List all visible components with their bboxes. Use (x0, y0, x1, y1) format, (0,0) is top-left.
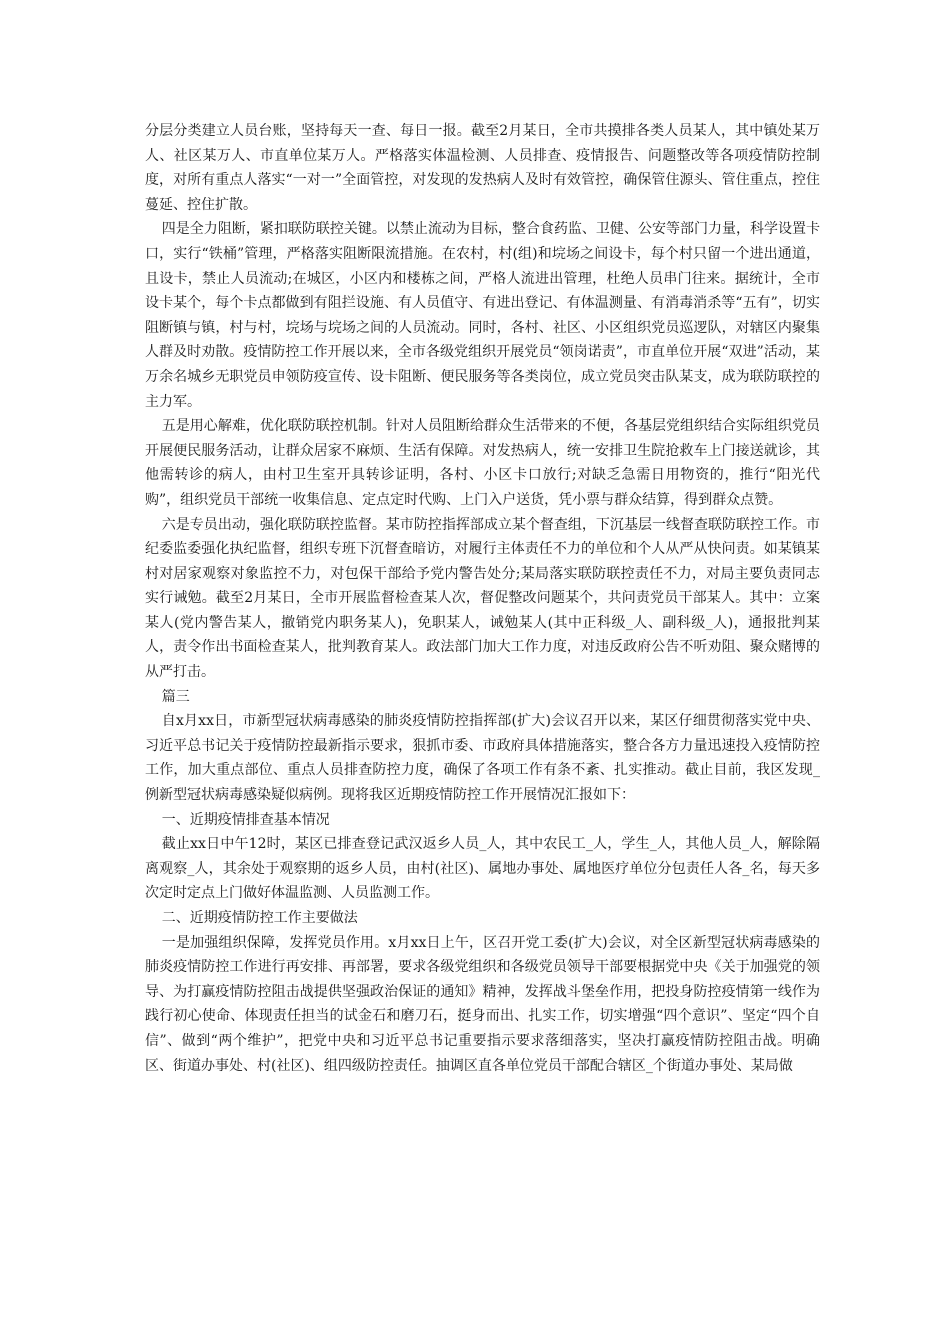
paragraph-intro: 自x月xx日，市新型冠状病毒感染的肺炎疫情防控指挥部(扩大)会议召开以来，某区仔细贯彻落实党中央、习近平总书记关于疫情防控最新指示要求，狠抓市委、市政府具体措施落实，整合各方力量迅速投入疫情防控工作，加大重点部位、重点人员排查防控力度，确保了各项工作有条不紊、扎实推动。截止目前，我区发现_例新型冠状病毒感染疑似病例。现将我区近期疫情防控工作开展情况汇报如下： (145, 713, 820, 804)
section-heading-investigation: 一、近期疫情排查基本情况 (161, 811, 330, 828)
document-page (145, 119, 820, 1078)
paragraph-continuation: 分层分类建立人员台账，坚持每天一查、每日一报。截至2月某日，全市共摸排各类人员某人，其中镇处某万人、社区某万人、市直单位某万人。严格落实体温检测、人员排查、疫情报告、问题整改等各项疫情防控制度，对所有重点人落实“一对一”全面管控，对发现的发热病人及时有效管控，确保管住源头、管住重点，控住蔓延、控住扩散。 (145, 123, 820, 213)
section-heading-part-three: 篇三 (161, 688, 190, 705)
section-heading-practices: 二、近期疫情防控工作主要做法 (161, 910, 358, 926)
paragraph-point-six: 六是专员出动，强化联防联控监督。某市防控指挥部成立某个督查组，下沉基层一线督查联防联控工作。市纪委监委强化执纪监督，组织专班下沉督查暗访，对履行主体责任不力的单位和个人从严从快问责。如某镇某村对居家观察对象监控不力，对包保干部给予党内警告处分;某局落实联防联控责任不力，对局主要负责同志实行诫勉。截至2月某日，全市开展监督检查某人次，督促整改问题某个，共问责党员干部某人。其中：立案某人(党内警告某人，撤销党内职务某人)，免职某人，诫勉某人(其中正科级_人、副科级_人)，通报批判某人，责令作出书面检查某人，批判教育某人。政法部门加大工作力度，对违反政府公告不听劝阻、聚众赌博的从严打击。 (145, 516, 820, 681)
paragraph-practice-one: 一是加强组织保障，发挥党员作用。x月xx日上午，区召开党工委(扩大)会议，对全区新型冠状病毒感染的肺炎疫情防控工作进行再安排、再部署，要求各级党组织和各级党员领导干部要根据党中央《关于加强党的领导、为打赢疫情防控阻击战提供坚强政治保证的通知》精神，发挥战斗堡垒作用，把投身防控疫情第一线作为践行初心使命、体现责任担当的试金石和磨刀石，挺身而出、扎实工作，切实增强“四个意识”、坚定“四个自信”、做到“两个维护”，把党中央和习近平总书记重要指示要求落细落实，坚决打赢疫情防控阻击战。明确区、街道办事处、村(社区)、组四级防控责任。抽调区直各单位党员干部配合辖区_个街道办事处、某局做 (145, 934, 820, 1074)
paragraph-investigation: 截止xx日中午12时，某区已排查登记武汉返乡人员_人，其中农民工_人，学生_人，其他人员_人，解除隔离观察_人，其余处于观察期的返乡人员，由村(社区)、属地办事处、属地医疗单位分包责任人各_名，每天多次定时定点上门做好体温监测、人员监测工作。 (145, 836, 820, 902)
paragraph-point-four: 四是全力阻断，紧扣联防联控关键。以禁止流动为目标，整合食药监、卫健、公安等部门力量，科学设置卡口，实行“铁桶”管理，严格落实阻断限流措施。在农村，村(组)和垸场之间设卡，每个村只留一个进出通道，且设卡，禁止人员流动;在城区，小区内和楼栋之间，严格人流进出管理，杜绝人员串门往来。据统计，全市设卡某个，每个卡点都做到有阻拦设施、有人员值守、有进出登记、有体温测量、有消毒消杀等“五有”，切实阻断镇与镇，村与村，垸场与垸场之间的人员流动。同时，各村、社区、小区组织党员巡逻队，对辖区内聚集人群及时劝散。疫情防控工作开展以来，全市各级党组织开展党员“领岗诺责”，市直单位开展“双进”活动，某万余名城乡无职党员申领防疫宣传、设卡阻断、便民服务等各类岗位，成立党员突击队某支，成为联防联控的主力军。 (145, 221, 820, 410)
paragraph-point-five: 五是用心解难，优化联防联控机制。针对人员阻断给群众生活带来的不便，各基层党组织结合实际组织党员开展便民服务活动，让群众居家不麻烦、生活有保障。对发热病人，统一安排卫生院抢救车上门接送就诊，其他需转诊的病人，由村卫生室开具转诊证明，各村、小区卡口放行;对缺乏急需日用物资的，推行“阳光代购”，组织党员干部统一收集信息、定点定时代购、上门入户送货，凭小票与群众结算，得到群众点赞。 (145, 418, 820, 508)
